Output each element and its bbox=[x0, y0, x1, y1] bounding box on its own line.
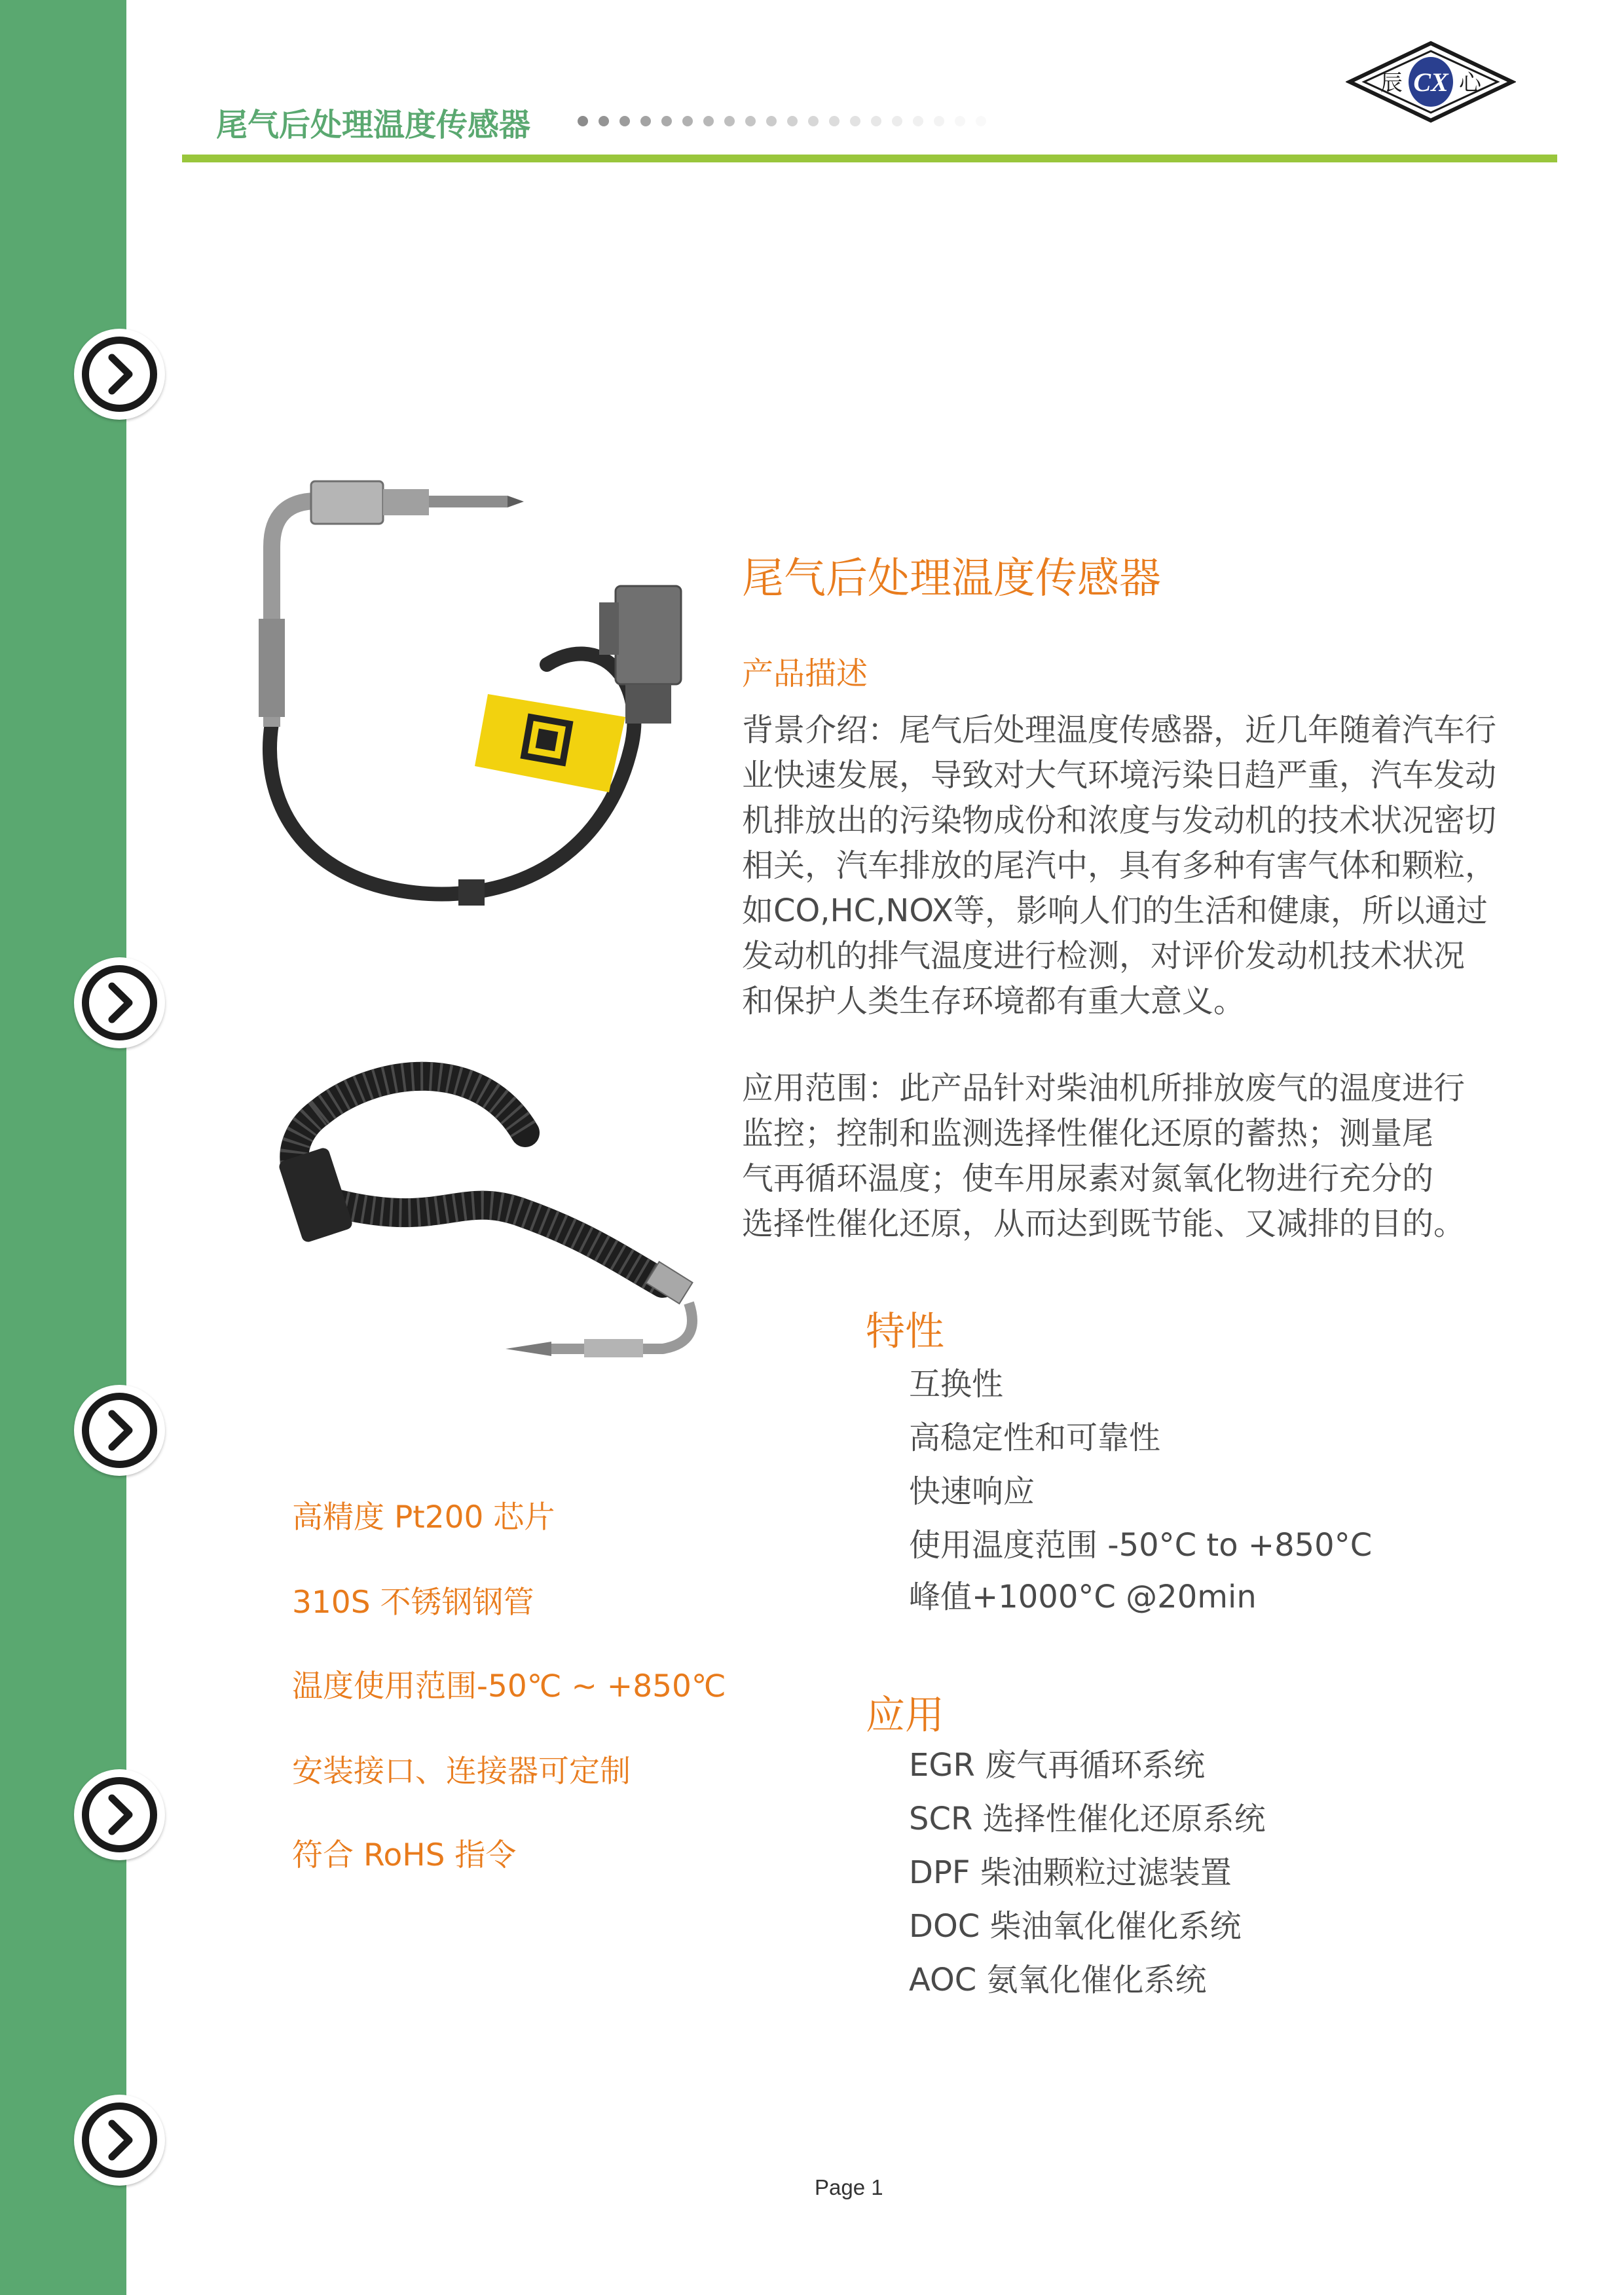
header-dot-trail bbox=[576, 111, 1035, 131]
application-item: DOC 柴油氧化催化系统 bbox=[909, 1908, 1242, 1945]
characteristic-item: 峰值+1000°C @20min bbox=[909, 1579, 1257, 1615]
application-line: 气再循环温度；使车用尿素对氮氧化物进行充分的 bbox=[742, 1160, 1434, 1197]
chevron-right-circle-icon bbox=[74, 329, 165, 420]
application-item: DPF 柴油颗粒过滤装置 bbox=[909, 1854, 1232, 1891]
feature-item: 温度使用范围-50℃ ~ +850℃ bbox=[292, 1668, 726, 1704]
background-line: 和保护人类生存环境都有重大意义。 bbox=[742, 983, 1246, 1019]
nav-arrow-button-5[interactable] bbox=[74, 2095, 165, 2186]
background-line: 机排放出的污染物成份和浓度与发动机的技术状况密切 bbox=[742, 802, 1497, 839]
product-title: 尾气后处理温度传感器 bbox=[742, 555, 1161, 603]
characteristic-item: 快速响应 bbox=[909, 1473, 1035, 1510]
background-line: 发动机的排气温度进行检测，对评价发动机技术状况 bbox=[742, 938, 1466, 974]
company-logo bbox=[1346, 39, 1516, 124]
feature-item: 符合 RoHS 指令 bbox=[292, 1837, 517, 1873]
description-heading: 产品描述 bbox=[742, 655, 868, 692]
characteristics-heading: 特性 bbox=[866, 1309, 944, 1355]
background-line: 背景介绍：尾气后处理温度传感器，近几年随着汽车行 bbox=[742, 712, 1497, 748]
feature-item: 安装接口、连接器可定制 bbox=[292, 1753, 631, 1790]
chevron-right-circle-icon bbox=[74, 2095, 165, 2186]
nav-arrow-button-4[interactable] bbox=[74, 1769, 165, 1860]
application-item: SCR 选择性催化还原系统 bbox=[909, 1801, 1266, 1837]
logo-center-text: CX bbox=[1413, 67, 1449, 97]
background-line: 业快速发展，导致对大气环境污染日趋严重，汽车发动 bbox=[742, 757, 1497, 794]
nav-arrow-button-3[interactable] bbox=[74, 1385, 165, 1476]
nav-arrow-button-1[interactable] bbox=[74, 329, 165, 420]
feature-item: 310S 不锈钢钢管 bbox=[292, 1585, 534, 1621]
chevron-right-circle-icon bbox=[74, 1769, 165, 1860]
application-paragraph bbox=[742, 1066, 1547, 1247]
application-line: 监控；控制和监测选择性催化还原的蓄热；测量尾 bbox=[742, 1115, 1434, 1152]
background-line: 如CO,HC,NOX等，影响人们的生活和健康，所以通过 bbox=[742, 892, 1488, 929]
page-number: Page 1 bbox=[815, 2175, 883, 2199]
application-line: 选择性催化还原，从而达到既节能、又减排的目的。 bbox=[742, 1205, 1466, 1242]
background-line: 相关，汽车排放的尾汽中，具有多种有害气体和颗粒， bbox=[742, 847, 1497, 884]
characteristic-item: 高稳定性和可靠性 bbox=[909, 1420, 1161, 1456]
sensor-product-image-1 bbox=[232, 468, 704, 913]
nav-arrow-button-2[interactable] bbox=[74, 957, 165, 1048]
sensor-product-image-2 bbox=[244, 1041, 728, 1368]
chevron-right-circle-icon bbox=[74, 1385, 165, 1476]
characteristic-item: 互换性 bbox=[909, 1366, 1004, 1403]
header-rule bbox=[182, 155, 1557, 162]
application-item: EGR 废气再循环系统 bbox=[909, 1747, 1206, 1784]
feature-item: 高精度 Pt200 芯片 bbox=[292, 1499, 555, 1535]
applications-heading: 应用 bbox=[866, 1693, 944, 1738]
logo-left-char: 辰 bbox=[1380, 70, 1403, 96]
logo-right-char: 心 bbox=[1459, 70, 1481, 96]
header-title: 尾气后处理温度传感器 bbox=[216, 107, 531, 143]
chevron-right-circle-icon bbox=[74, 957, 165, 1048]
application-item: AOC 氨氧化催化系统 bbox=[909, 1962, 1207, 1998]
characteristic-item: 使用温度范围 -50°C to +850°C bbox=[909, 1527, 1373, 1564]
background-paragraph bbox=[742, 708, 1547, 1024]
application-line: 应用范围：此产品针对柴油机所排放废气的温度进行 bbox=[742, 1070, 1466, 1107]
